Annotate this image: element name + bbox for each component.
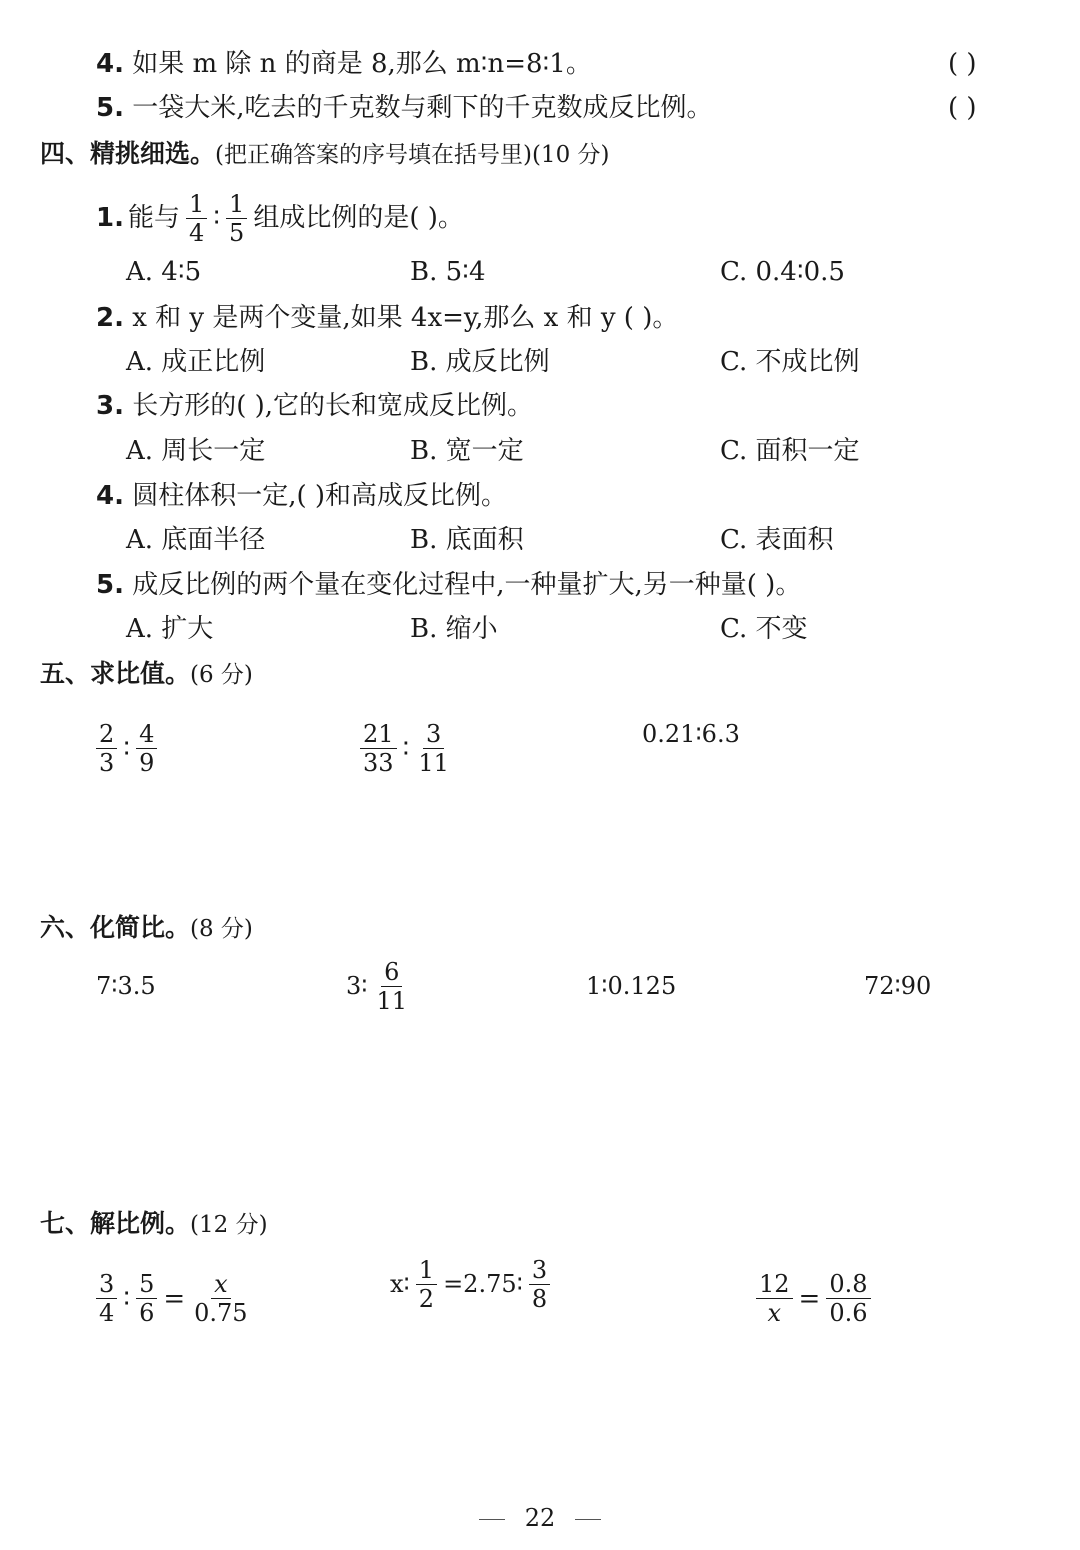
fraction: $\frac{x}{0.75}$ xyxy=(194,1270,248,1327)
choice-question-4: 4. 圆柱体积一定,( )和高成反比例。 xyxy=(96,481,508,511)
fraction: $\frac{1}{2}$ xyxy=(416,1256,437,1313)
section-4-heading: 四、精挑细选。(把正确答案的序号填在括号里)(10 分) xyxy=(40,139,610,168)
answer-paren-judge-5[interactable]: ( ) xyxy=(948,93,977,123)
option-5c[interactable]: C. 不变 xyxy=(720,614,808,644)
fraction: $\frac{3}{8}$ xyxy=(529,1256,550,1313)
option-3a[interactable]: A. 周长一定 xyxy=(126,436,266,466)
option-5b[interactable]: B. 缩小 xyxy=(410,614,498,644)
fraction: $\frac{1}{4}$ xyxy=(186,190,207,247)
option-4a[interactable]: A. 底面半径 xyxy=(126,525,266,555)
proportion-equation-1: $\frac{3}{4}$ ∶ $\frac{5}{6}$ = $\frac{x}{0.75}$ xyxy=(94,1254,253,1329)
fraction: $\frac{4}{9}$ xyxy=(136,720,157,777)
option-2b[interactable]: B. 成反比例 xyxy=(410,347,550,377)
choice-question-2: 2. x 和 y 是两个变量,如果 4x=y,那么 x 和 y ( )。 xyxy=(96,303,679,333)
section-7-heading: 七、解比例。(12 分) xyxy=(40,1209,268,1238)
simplify-expression-1: 7∶3.5 xyxy=(96,972,156,1000)
fraction: $\frac{12}{x}$ xyxy=(756,1270,793,1327)
ratio-expression-3: 0.21∶6.3 xyxy=(642,720,740,748)
option-2a[interactable]: A. 成正比例 xyxy=(126,347,266,377)
fraction: $\frac{3}{11}$ xyxy=(418,720,449,777)
footer-dash-right xyxy=(575,1519,601,1520)
fraction: $\frac{1}{5}$ xyxy=(226,190,247,247)
simplify-expression-3: 1∶0.125 xyxy=(586,972,677,1000)
section-5-heading: 五、求比值。(6 分) xyxy=(40,659,253,688)
option-1a[interactable]: A. 4∶5 xyxy=(126,257,202,287)
fraction: $\frac{6}{11}$ xyxy=(376,957,408,1015)
page-footer xyxy=(0,1500,1080,1536)
option-4c[interactable]: C. 表面积 xyxy=(720,525,834,555)
option-1b[interactable]: B. 5∶4 xyxy=(410,257,486,287)
option-4b[interactable]: B. 底面积 xyxy=(410,525,524,555)
fraction: $\frac{3}{4}$ xyxy=(96,1270,117,1327)
fraction: $\frac{5}{6}$ xyxy=(136,1270,157,1327)
fraction: $\frac{2}{3}$ xyxy=(96,720,117,777)
proportion-equation-2: x∶ $\frac{1}{2}$ =2.75∶ $\frac{3}{8}$ xyxy=(390,1254,552,1314)
choice-question-3: 3. 长方形的( ),它的长和宽成反比例。 xyxy=(96,391,534,421)
simplify-expression-2: 3∶ $\frac{6}{11}$ xyxy=(346,956,412,1016)
choice-question-5: 5. 成反比例的两个量在变化过程中,一种量扩大,另一种量( )。 xyxy=(96,570,802,600)
footer-dash-left xyxy=(479,1519,505,1520)
section-6-heading: 六、化简比。(8 分) xyxy=(40,913,253,942)
option-3c[interactable]: C. 面积一定 xyxy=(720,436,860,466)
option-5a[interactable]: A. 扩大 xyxy=(126,614,214,644)
ratio-expression-2: $\frac{21}{33}$ ∶ $\frac{3}{11}$ xyxy=(358,704,454,779)
option-1c[interactable]: C. 0.4∶0.5 xyxy=(720,257,845,287)
judge-item-5: 5. 一袋大米,吃去的千克数与剩下的千克数成反比例。 xyxy=(96,93,713,123)
ratio-expression-1: $\frac{2}{3}$ ∶ $\frac{4}{9}$ xyxy=(94,704,159,779)
simplify-expression-4: 72∶90 xyxy=(864,972,932,1000)
option-3b[interactable]: B. 宽一定 xyxy=(410,436,524,466)
fraction: $\frac{0.8}{0.6}$ xyxy=(826,1270,870,1327)
fraction: $\frac{21}{33}$ xyxy=(360,720,397,777)
judge-item-4: 4. 如果 m 除 n 的商是 8,那么 m∶n=8∶1。 xyxy=(96,49,592,79)
answer-paren-judge-4[interactable]: ( ) xyxy=(948,49,977,79)
page-number: 22 xyxy=(524,1504,556,1532)
choice-question-1: 1. 能与 $\frac{1}{4}$ ∶ $\frac{1}{5}$ 组成比例的是( )。 xyxy=(96,189,464,247)
proportion-equation-3: $\frac{12}{x}$ = $\frac{0.8}{0.6}$ xyxy=(754,1254,873,1329)
option-2c[interactable]: C. 不成比例 xyxy=(720,347,860,377)
